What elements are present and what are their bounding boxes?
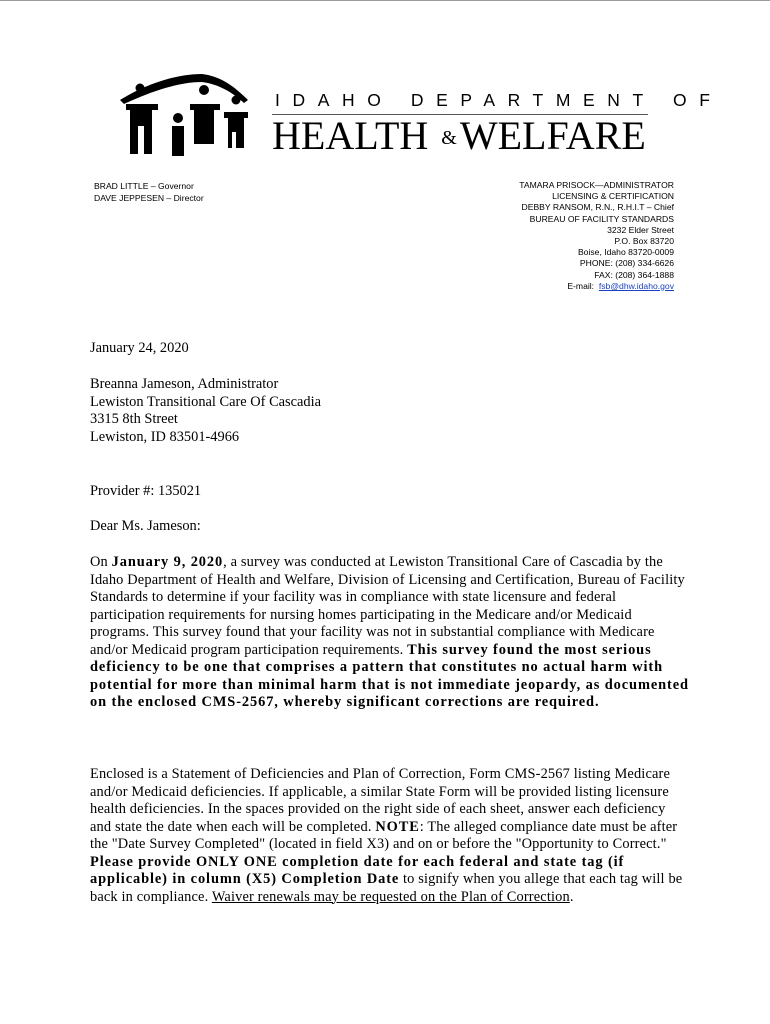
survey-date-bold: January 9, 2020 <box>111 554 224 570</box>
survey-paragraph <box>90 554 690 712</box>
address-line: 3315 8th Street <box>90 411 178 427</box>
p2-text-3: to signify when you allege that each tag will be back in compliance. <box>90 871 683 905</box>
officials-block <box>94 180 204 204</box>
contact-line: Boise, Idaho 83720-0009 <box>577 247 674 258</box>
contact-line: P.O. Box 83720 <box>614 236 674 247</box>
bureau-contact-block <box>519 180 674 292</box>
agency-health: HEALTH <box>272 113 429 158</box>
department-line: IDAHO DEPARTMENT OF <box>275 90 723 110</box>
p1-text-2: , a survey was conducted at Lewiston Transitional Care of Cascadia by the Idaho Department of Health and Welfare, Division of Licensing and Certification, Bureau of Facility Standards to determine if your facility was in compliance with state licensure and federal participation requirements for nursing homes participating in the Medicare and/or Medicaid programs. This survey found that your facility was not in substantial compliance with Medicare and/or Medicaid program participation requirements. <box>90 554 685 658</box>
contact-line: 3232 Elder Street <box>607 224 674 235</box>
agency-name <box>272 114 646 160</box>
address-line: Breanna Jameson, Administrator <box>90 376 279 392</box>
deficiency-statement-bold: This survey found the most serious deficiency to be one that comprises a pattern that constitutes no actual harm with potential for more than minimal harm that is not immediate jeopardy, as documented on the enclosed CMS-2567, whereby significant corrections are required. <box>90 641 689 710</box>
recipient-address <box>90 376 690 446</box>
contact-line: DEBBY RANSOM, R.N., R.H.I.T – Chief <box>521 202 674 213</box>
waiver-renewal-underlined: Waiver renewals may be requested on the Plan of Correction <box>211 888 570 905</box>
p1-text-1: On <box>90 554 112 570</box>
note-label-bold: NOTE <box>375 818 420 835</box>
contact-line: PHONE: (208) 334-6626 <box>579 258 674 269</box>
p2-text-2: : The alleged compliance date must be after the "Date Survey Completed" (located in field X3) and on or before the "Opportunity to Correct." <box>90 818 678 852</box>
agency-ampersand: & <box>441 127 457 149</box>
contact-line: LICENSING & CERTIFICATION <box>552 191 674 202</box>
governor-line: BRAD LITTLE – Governor <box>94 181 194 191</box>
p2-text-4: . <box>569 888 574 905</box>
address-line: Lewiston Transitional Care Of Cascadia <box>90 393 322 410</box>
enclosure-paragraph <box>90 766 690 906</box>
email-link[interactable]: fsb@dhw.idaho.gov <box>598 280 674 291</box>
director-line: DAVE JEPPESEN – Director <box>94 193 204 203</box>
email-label: E-mail: <box>567 280 595 291</box>
salutation: Dear Ms. Jameson: <box>90 518 201 534</box>
agency-welfare: WELFARE <box>459 113 646 158</box>
p2-text-1: Enclosed is a Statement of Deficiencies and Plan of Correction, Form CMS-2567 listing Medicare and/or Medicaid deficiencies. If applicable, a similar State Form will be provided listing licensure health deficiencies. In the spaces provided on the right side of each sheet, answer each deficiency and state the date when each will be completed. <box>90 766 671 835</box>
provider-number: Provider #: 135021 <box>90 483 202 499</box>
letter-date: January 24, 2020 <box>90 340 189 356</box>
family-logo-icon <box>116 70 252 158</box>
contact-line: TAMARA PRISOCK—ADMINISTRATOR <box>519 180 674 190</box>
page-top-rule <box>0 0 770 1</box>
address-line: Lewiston, ID 83501-4966 <box>90 428 240 445</box>
contact-line: FAX: (208) 364-1888 <box>594 269 674 280</box>
contact-line: BUREAU OF FACILITY STANDARDS <box>529 213 674 224</box>
email-line <box>519 281 674 292</box>
completion-date-instruction-bold: Please provide ONLY ONE completion date for each federal and state tag (if applicable) in column (X5) Completion Date <box>90 853 625 887</box>
